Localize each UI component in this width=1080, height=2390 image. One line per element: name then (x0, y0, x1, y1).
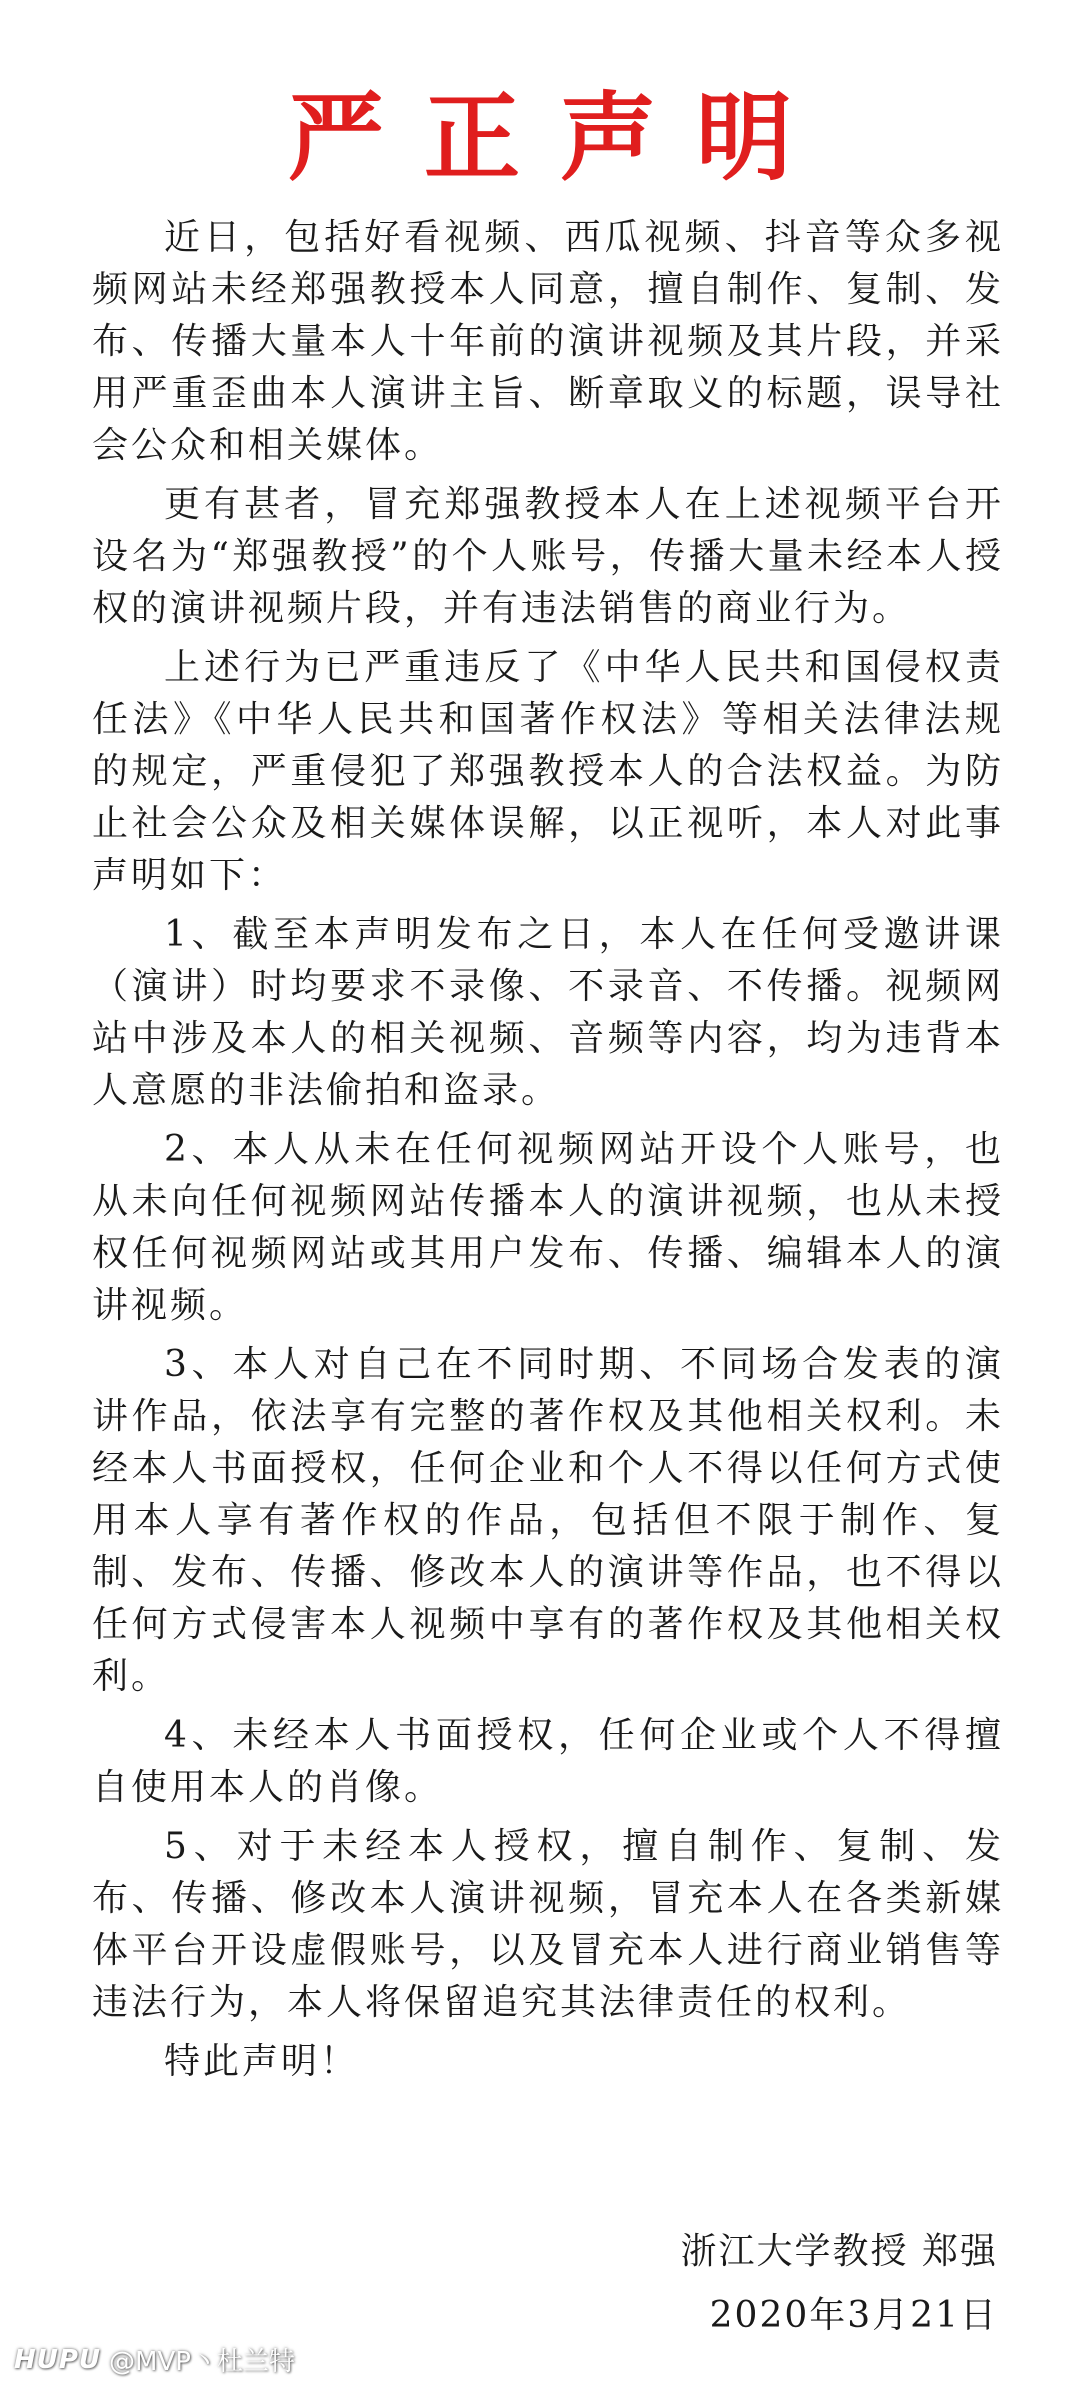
hupu-logo: HUPU (14, 2344, 102, 2375)
paragraph-intro: 近日，包括好看视频、西瓜视频、抖音等众多视频网站未经郑强教授本人同意，擅自制作、复制、发布、传播大量本人十年前的演讲视频及其片段，并采用严重歪曲本人演讲主旨、断章取义的标题，误导社会公众和相关媒体。 (92, 217, 1004, 466)
paragraph-point-1: 1、截至本声明发布之日，本人在任何受邀讲课（演讲）时均要求不录像、不录音、不传播。视频网站中涉及本人的相关视频、音频等内容，均为违背本人意愿的非法偷拍和盗录。 (92, 914, 1004, 1111)
watermark-handle: @MVP丶杜兰特 (109, 2347, 295, 2377)
statement-title: 严正声明 (288, 81, 832, 194)
paragraph-point-2: 2、本人从未在任何视频网站开设个人账号，也从未向任何视频网站传播本人的演讲视频，也从未授权任何视频网站或其用户发布、传播、编辑本人的演讲视频。 (92, 1129, 1004, 1326)
paragraph-point-4: 4、未经本人书面授权，任何企业或个人不得擅自使用本人的肖像。 (92, 1715, 1004, 1808)
paragraph-point-5: 5、对于未经本人授权，擅自制作、复制、发布、传播、修改本人演讲视频，冒充本人在各类新媒体平台开设虚假账号，以及冒充本人进行商业销售等违法行为，本人将保留追究其法律责任的权利。 (92, 1826, 1004, 2023)
signature-date: 2020年3月21日 (709, 2295, 998, 2336)
paragraph-point-3: 3、本人对自己在不同时期、不同场合发表的演讲作品，依法享有完整的著作权及其他相关权利。未经本人书面授权，任何企业和个人不得以任何方式使用本人享有著作权的作品，包括但不限于制作、复制、发布、传播、修改本人的演讲等作品，也不得以任何方式侵害本人视频中享有的著作权及其他相关权利。 (92, 1344, 1004, 1697)
statement-body (92, 212, 1004, 2095)
paragraph-closing: 特此声明！ (164, 2041, 360, 2082)
signature-block (681, 2220, 998, 2348)
paragraph-legal-violation: 上述行为已严重违反了《中华人民共和国侵权责任法》《中华人民共和国著作权法》等相关法律法规的规定，严重侵犯了郑强教授本人的合法权益。为防止社会公众及相关媒体误解，以正视听，本人对此事声明如下： (92, 647, 1004, 896)
signature-author: 浙江大学教授 郑强 (680, 2231, 998, 2272)
watermark (14, 2341, 295, 2378)
paragraph-impersonation: 更有甚者，冒充郑强教授本人在上述视频平台开设名为“郑强教授”的个人账号，传播大量未经本人授权的演讲视频片段，并有违法销售的商业行为。 (92, 484, 1004, 629)
